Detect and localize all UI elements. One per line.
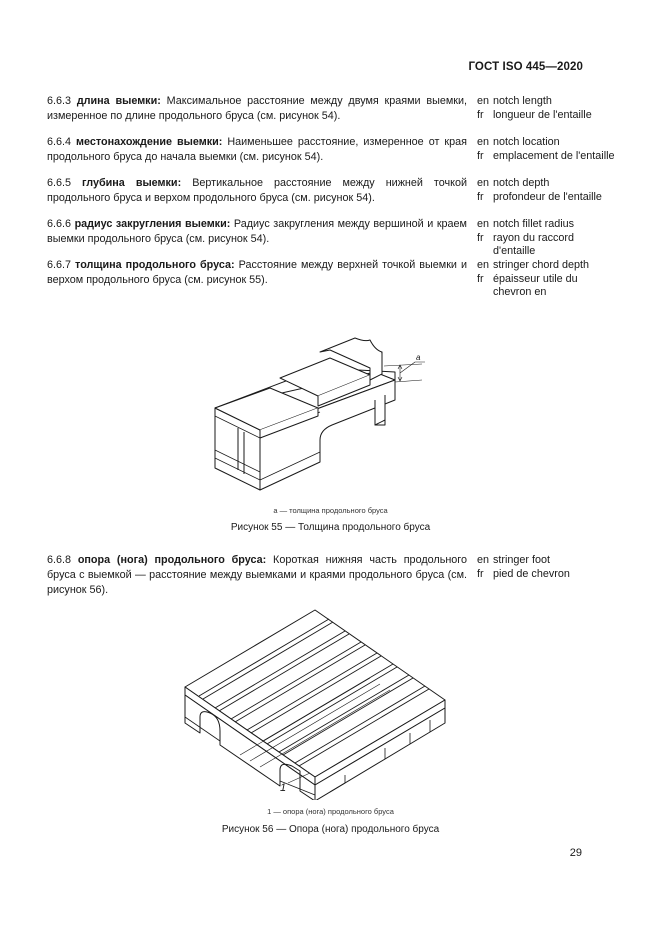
definition-6-6-5 [47, 176, 467, 206]
lang-en: en [477, 554, 490, 566]
term-fr: épaisseur utile du chevron en [493, 272, 578, 299]
lang-fr: fr [477, 567, 484, 580]
terms-6-6-8 [477, 554, 617, 581]
dimension-label-a: a [416, 353, 421, 362]
lang-en: en [477, 218, 490, 230]
lang-fr: fr [477, 272, 484, 285]
term-ru: опора (нога) продольного бруса: [77, 554, 267, 566]
term-en: notch fillet radius [493, 218, 575, 230]
lang-fr: fr [477, 149, 484, 162]
lang-en: en [477, 177, 490, 189]
term-en: notch location [493, 136, 560, 148]
figure-55-legend: a — толщина продольного бруса [273, 506, 388, 515]
definition-text: Наименьшее расстояние, измеренное от края продольного бруса до начала выемки (см. рисунок 54). [47, 136, 467, 164]
definition-text: Максимальное расстояние между двумя краями выемки, измеренное по длине продольного бруса (см. рисунок 54). [47, 95, 468, 123]
definition-6-6-6 [47, 217, 467, 247]
figure-55-stringer-chord [200, 330, 440, 500]
lang-fr: fr [477, 108, 484, 121]
definition-text: Расстояние между верхней точкой выемки и верхом продольного бруса (см. рисунок 55). [47, 259, 468, 287]
definition-6-6-8 [47, 553, 467, 599]
clause-number: 6.6.5 [47, 177, 72, 189]
term-fr: pied de chevron [493, 567, 570, 580]
term-en: notch depth [493, 177, 550, 189]
term-en: stringer chord depth [493, 259, 590, 271]
lang-en: en [477, 95, 490, 107]
definition-text: Короткая нижняя часть продольного бруса с выемкой — расстояние между выемками и краями продольного бруса (см. рисунок 56). [47, 554, 467, 597]
clause-number: 6.6.3 [47, 95, 72, 107]
definition-6-6-7 [47, 258, 467, 288]
clause-number: 6.6.7 [47, 259, 72, 271]
callout-label-1: 1 [280, 782, 287, 794]
terms-6-6-3 [477, 95, 617, 122]
term-en: notch length [493, 95, 552, 107]
figure-55-caption: Рисунок 55 — Толщина продольного бруса [230, 522, 431, 533]
definition-text: Вертикальное расстояние между нижней точкой продольного бруса и верхом продольного бруса (см. рисунок 54). [47, 177, 468, 205]
terms-6-6-5 [477, 177, 617, 204]
lang-en: en [477, 259, 490, 271]
term-ru: радиус закругления выемки: [74, 218, 231, 230]
terms-6-6-7 [477, 259, 617, 300]
figure-56-pallet [180, 605, 460, 800]
term-ru: длина выемки: [76, 95, 161, 107]
figure-56-legend: 1 — опора (нога) продольного бруса [267, 807, 394, 816]
term-ru: толщина продольного бруса: [75, 259, 235, 271]
term-fr: profondeur de l'entaille [493, 190, 602, 203]
term-ru: местонахождение выемки: [76, 136, 223, 148]
lang-en: en [477, 136, 490, 148]
figure-56-caption: Рисунок 56 — Опора (нога) продольного бруса [221, 824, 440, 835]
clause-number: 6.6.6 [47, 218, 72, 230]
terms-6-6-6 [477, 218, 617, 259]
clause-number: 6.6.8 [47, 554, 72, 566]
term-fr: longueur de l'entaille [493, 108, 592, 121]
definition-6-6-3 [47, 94, 467, 124]
term-en: stringer foot [493, 554, 551, 566]
lang-fr: fr [477, 190, 484, 203]
term-fr: rayon du raccord d'entaille [493, 231, 575, 258]
terms-6-6-4 [477, 136, 617, 163]
term-ru: глубина выемки: [82, 177, 182, 189]
page-number: 29 [569, 847, 582, 859]
definition-6-6-4 [47, 135, 467, 165]
clause-number: 6.6.4 [47, 136, 72, 148]
document-header: ГОСТ ISO 445—2020 [468, 61, 583, 73]
lang-fr: fr [477, 231, 484, 244]
term-fr: emplacement de l'entaille [493, 149, 615, 162]
definition-text: Радиус закругления между вершиной и краем выемки продольного бруса (см. рисунок 54). [47, 218, 467, 246]
